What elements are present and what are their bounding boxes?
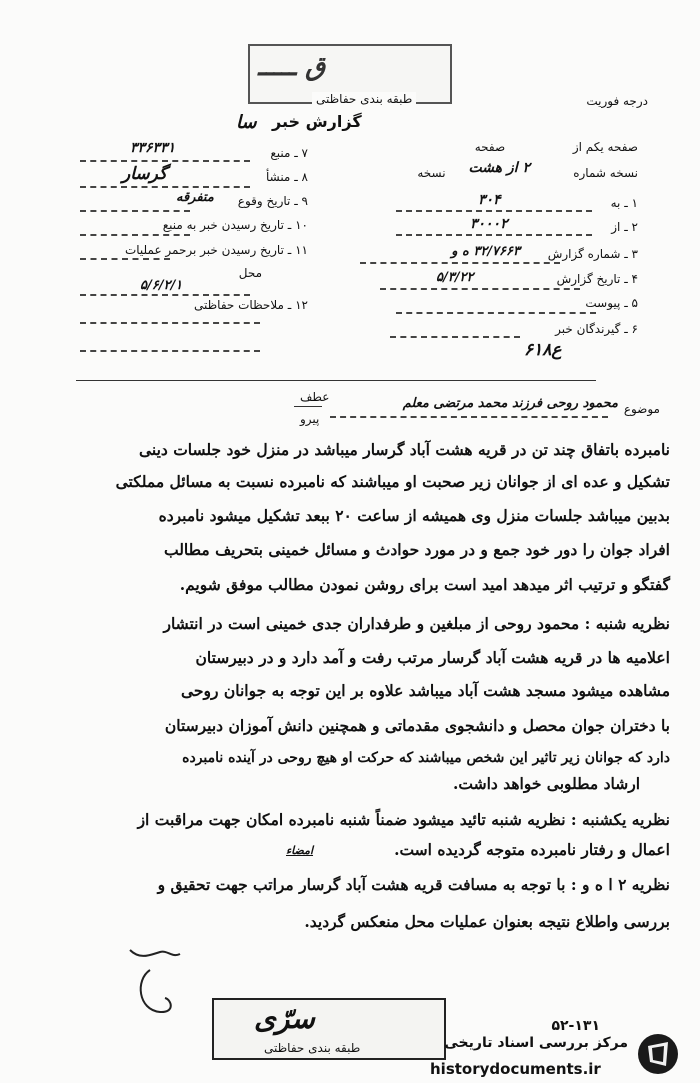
field-copy-number: نسخه شماره نسخه	[417, 166, 638, 180]
hand-signature-mark	[120, 930, 200, 1020]
body-line: ارشاد مطلوبی خواهد داشت.	[453, 774, 640, 793]
peyro-label: پیرو	[300, 412, 320, 426]
body-line: نظریه ۲ ا ه و : با توجه به مسافت قریه هشت آباد گرسار مراتب جهت تحقیق و	[157, 875, 670, 894]
body-line: تشکیل و عده ای از جوانان زیر صحبت او میباشند که نامبرده نسبت به مسائل مملکتی	[115, 472, 670, 491]
bottom-stamp-mark: سرّی	[254, 1002, 315, 1035]
subject-value: محمود روحی فرزند محمد مرتضی معلم	[402, 396, 618, 411]
archive-logo	[636, 1032, 680, 1080]
field-source-value: ۳۳۶۳۳۱	[130, 140, 176, 156]
body-line: اعلامیه ها در قریه هشت آباد گرسار مرتب رفت و آمد دارد و در دبیرستان	[195, 648, 670, 667]
field-to: ۱ ـ به	[610, 196, 638, 210]
field-origin-value: گرسار	[122, 164, 168, 184]
field-recipients: ۶ ـ گیرندگان خبر	[555, 322, 638, 336]
archive-website[interactable]: historydocuments.ir	[430, 1060, 601, 1078]
field-from: ۲ ـ از	[611, 220, 638, 234]
body-line: مشاهده میشود مسجد هشت آباد میباشد علاوه بر این توجه به جوانان روحی	[180, 681, 670, 700]
body-line: بدبین میباشد جلسات منزل وی همیشه از ساعت ۲۰ ببعد تشکیل میشود نامبرده	[158, 506, 670, 525]
body-line: نظریه شنبه : محمود روحی از مبلغین و طرفداران جدی خمینی است در انتشار	[163, 614, 670, 633]
field-recipients-value: ۶۱۸ع	[524, 340, 562, 360]
field-label: منبع	[270, 146, 291, 160]
field-source: ۷ ـ منبع	[270, 146, 308, 160]
field-received-by-source: ۱۰ ـ تاریخ رسیدن خبر به منبع	[162, 218, 308, 232]
field-report-date: ۴ ـ تاریخ گزارش	[556, 272, 638, 286]
subject-label: موضوع	[623, 402, 660, 416]
stamp-scribble: ق ـــــ	[258, 52, 326, 82]
field-number: ۷	[301, 146, 308, 160]
field-origin: ۸ ـ منشأ	[265, 170, 308, 184]
header-divider	[76, 380, 596, 381]
field-received-by-ops: ۱۱ ـ تاریخ رسیدن خبر برحمر عملیات	[124, 243, 308, 257]
field-occurrence-date: ۹ ـ تاریخ وقوع	[237, 194, 308, 208]
body-line: با دختران جوان محصل و دانشجوی مقدماتی و همچنین دانش آموزان دبیرستان	[164, 716, 670, 735]
archive-logo-icon	[636, 1032, 680, 1076]
priority-label: درجه فوریت	[586, 94, 648, 108]
body-line: افراد جوان را دور خود جمع و در مورد حوادث و مسائل خمینی بتحریف مطالب	[163, 540, 670, 559]
field-attachment: ۵ ـ پیوست	[585, 296, 638, 310]
field-to-value: ۳۰۴	[478, 192, 501, 208]
field-location-value: ۵/۶/۲/۱	[140, 278, 183, 293]
atf-label: عطف	[300, 390, 330, 404]
body-line: اعمال و رفتار نامبرده متوجه گردیده است.	[394, 840, 670, 859]
field-report-number: ۳ ـ شماره گزارش	[547, 247, 638, 261]
field-report-number-value: ۳۲/۷۶۶۳ ه و	[451, 244, 520, 259]
field-report-date-value: ۵/۳/۲۲	[436, 270, 474, 285]
field-security-notes: ۱۲ ـ ملاحظات حفاظتی	[194, 298, 308, 312]
field-copy-number-value: ۲ از هشت	[468, 160, 530, 176]
title-scribble: سا	[236, 112, 257, 133]
report-title: گزارش خبر	[272, 112, 362, 131]
archive-org-name: مرکز بررسی اسناد تاریخی	[444, 1035, 628, 1051]
page-code: ۵۲-۱۳۱	[551, 1018, 600, 1034]
body-line: نظریه یکشنبه : نظریه شنبه تائید میشود ضمناً شنبه نامبرده امکان جهت مراقبت از	[137, 810, 670, 829]
signature: امضاء	[286, 844, 314, 857]
body-line: دارد که جوانان زیر تاثیر این شخص میباشند که حرکت او هیچ روحی در آینده نامبرده	[182, 750, 670, 766]
field-page-of: صفحه یکم از صفحه	[474, 140, 638, 154]
body-line: نامبرده باتفاق چند تن در قریه هشت آباد گرسار میباشد در منزل خود جلسات دینی	[139, 440, 670, 459]
body-line: گفتگو و ترتیب اثر میدهد امید است برای روشن نمودن مطالب موفق شویم.	[179, 575, 670, 594]
field-location: محل	[238, 266, 262, 280]
field-occurrence-date-value: متفرقه	[176, 190, 214, 205]
body-line: بررسی واطلاع نتیجه بعنوان عملیات محل منعکس گردید.	[304, 912, 670, 931]
top-stamp-label: طبقه بندی حفاظتی	[312, 92, 416, 106]
bottom-stamp-label: طبقه بندی حفاظتی	[264, 1041, 361, 1055]
field-from-value: ۳۰۰۰۲	[470, 216, 508, 232]
